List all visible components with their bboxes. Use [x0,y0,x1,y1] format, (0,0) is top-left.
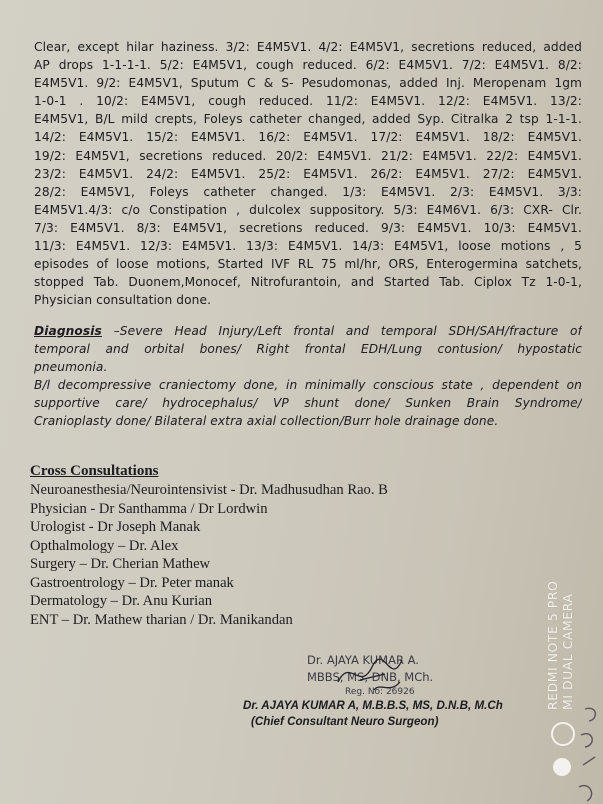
text-line: Clear, except hilar haziness. 3/2: E4M5V1. 4/2: E4M5V1, secretions reduced, added [34,40,582,54]
consultation-item: Surgery – Dr. Cherian Mathew [30,556,211,572]
text-line: 1-0-1 . 10/2: E4M5V1, cough reduced. 11/2: E4M5V1. 12/2: E4M5V1. 13/2: [34,94,582,109]
consultation-item: Urologist - Dr Joseph Manak [30,519,201,535]
text-line: E4M5V1, B/L mild crepts, Foleys catheter changed, added Syp. Citralka 2 tsp 1-1-1. [34,112,582,127]
diagnosis-text: –Severe Head Injury/Left frontal and temporal SDH/SAH/fracture of [101,324,582,338]
consultation-item: Gastroentrology – Dr. Peter manak [30,574,234,591]
stamp-line: Dr. AJAYA KUMAR A. [307,653,419,667]
diagnosis-section [34,322,582,431]
text-line: 14/2: E4M5V1. 15/2: E4M5V1. 16/2: E4M5V1. 17/2: E4M5V1. 18/2: E4M5V1. [34,130,582,145]
text-line: 7/3: E4M5V1. 8/3: E4M5V1, secretions reduced. 9/3: E4M5V1. 10/3: E4M5V1. [34,220,582,235]
text-line: 23/2: E4M5V1. 24/2: E4M5V1. 25/2: E4M5V1. 26/2: E4M5V1. 27/2: E4M5V1. [34,166,582,181]
diagnosis-label: Diagnosis [34,324,102,338]
text-line: temporal and orbital bones/ Right frontal EDH/Lung contusion/ hypostatic [34,342,582,357]
consultation-item: Dermatology – Dr. Anu Kurian [30,593,212,609]
camera-watermark [545,570,603,720]
text-line: pneumonia. [34,360,108,375]
text-line: stopped Tab. Duonem,Monocef, Nitrofurantoin, and Started Tab. Ciplox Tz 1-0-1, [34,275,582,290]
handwritten-signature [330,652,420,702]
clinical-course-text [34,38,582,309]
stamp-line: Reg. No: 26926 [345,687,415,697]
signatory-title: (Chief Consultant Neuro Surgeon) [251,715,439,728]
text-line: 11/3: E4M5V1. 12/3: E4M5V1. 13/3: E4M5V1. 14/3: E4M5V1, loose motions , 5 [34,239,582,254]
consultation-item: ENT – Dr. Mathew tharian / Dr. Manikandan [30,611,293,628]
cross-consultations-title: Cross Consultations [30,463,159,479]
text-line: supportive care/ hydrocephalus/ VP shunt done/ Sunken Brain Syndrome/ [34,396,582,411]
watermark-dot-icon [553,758,571,776]
watermark-line2: MI DUAL CAMERA [560,593,575,710]
watermark-text [545,581,575,710]
text-line: AP drops 1-1-1-1. 5/2: E4M5V1, cough reduced. 6/2: E4M5V1. 7/2: E4M5V1. 8/2: [34,58,582,73]
margin-scribbles [575,705,603,804]
cross-consultations-section [30,462,450,629]
text-line: 19/2: E4M5V1, secretions reduced. 20/2: E4M5V1. 21/2: E4M5V1. 22/2: E4M5V1. [34,148,582,163]
watermark-circle-icon [551,722,575,746]
text-line: Physician consultation done. [34,293,212,308]
consultation-item: Physician - Dr Santhamma / Dr Lordwin [30,500,268,517]
signatory-name: Dr. AJAYA KUMAR A, M.B.B.S, MS, D.N.B, M.Ch [243,699,503,712]
stamp-line: MBBS, MS, DNB, MCh. [307,670,434,684]
text-line: E4M5V1. 9/2: E4M5V1, Sputum C & S- Pesudomonas, added Inj. Meropenam 1gm [34,76,582,91]
text-line: episodes of loose motions, Started IVF RL 75 ml/hr, ORS, Enterogermina satchets, [34,257,582,272]
text-line: E4M5V1.4/3: c/o Constipation , dulcolex suppository. 5/3: E4M6V1. 6/3: CXR- Clr. [34,202,582,217]
consultation-item: Opthalmology – Dr. Alex [30,537,179,554]
watermark-line1: REDMI NOTE 5 PRO [545,580,560,710]
text-line: B/l decompressive craniectomy done, in minimally conscious state , dependent on [34,378,582,393]
text-line: 28/2: E4M5V1, Foleys catheter changed. 1/3: E4M5V1. 2/3: E4M5V1. 3/3: [34,184,582,199]
consultation-item: Neuroanesthesia/Neurointensivist - Dr. Madhusudhan Rao. B [30,482,388,498]
text-line: Cranioplasty done/ Bilateral extra axial collection/Burr hole drainage done. [34,414,499,429]
diagnosis-first-line [34,322,582,340]
